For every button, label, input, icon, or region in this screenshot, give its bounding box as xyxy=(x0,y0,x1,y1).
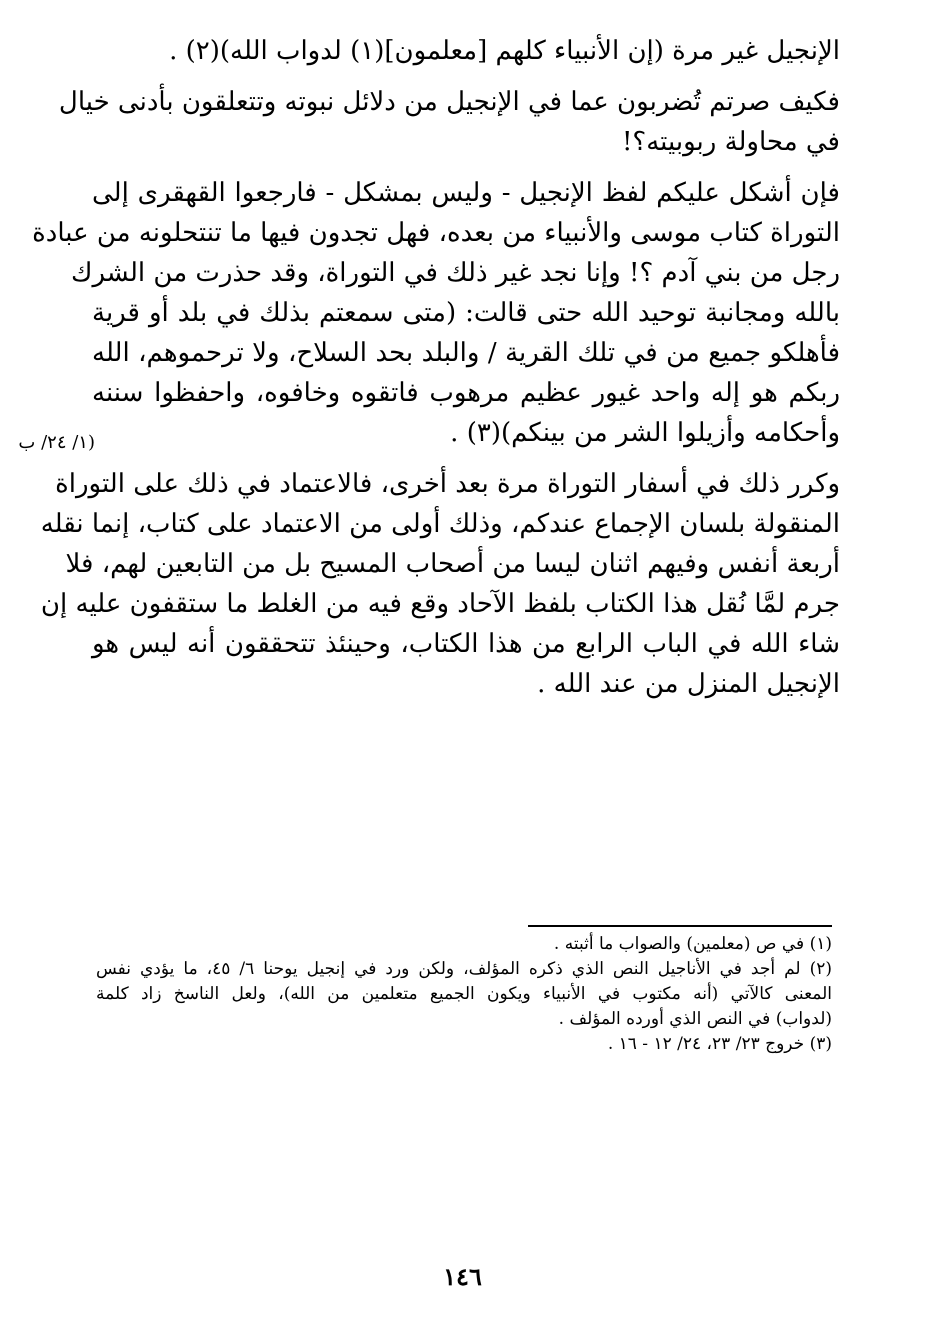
text-line: الإنجيل المنزل من عند الله . xyxy=(537,669,840,699)
text-line: المنقولة بلسان الإجماع عندكم، وذلك أولى من الاعتماد على كتاب، إنما نقله xyxy=(40,509,840,539)
page-number: ١٤٦ xyxy=(443,1262,482,1291)
footnote-line: (١) في ص (معلمين) والصواب ما أثبته . xyxy=(553,934,832,954)
text-line: فكيف صرتم تُضربون عما في الإنجيل من دلائل نبوته وتتعلقون بأدنى خيال xyxy=(58,87,840,117)
text-line: في محاولة ربوبيته؟! xyxy=(621,127,840,157)
text-line: وكرر ذلك في أسفار التوراة مرة بعد أخرى، فالاعتماد في ذلك على التوراة xyxy=(55,469,840,499)
text-line: أربعة أنفس وفيهم اثنان ليسا من أصحاب المسيح بل من التابعين لهم، فلا xyxy=(65,549,840,579)
text-line: فإن أشكل عليكم لفظ الإنجيل - وليس بمشكل - فارجعوا القهقرى إلى xyxy=(92,178,840,208)
text-line: ربكم هو إله واحد غيور عظيم مرهوب فاتقوه وخافوه، واحفظوا سننه xyxy=(92,378,840,408)
footnote-separator xyxy=(528,925,832,927)
footnote-line: (٢) لم أجد في الأناجيل النص الذي ذكره المؤلف، ولكن ورد في إنجيل يوحنا ٦/ ٤٥، ما يؤدي نفس xyxy=(96,959,832,979)
footnote-line: (لدواب) في النص الذي أورده المؤلف . xyxy=(558,1009,832,1029)
text-line: شاء الله في الباب الرابع من هذا الكتاب، وحينئذ تتحققون أنه ليس هو xyxy=(92,629,840,659)
text-line: جرم لمَّا نُقل هذا الكتاب بلفظ الآحاد وقع فيه من الغلط ما ستقفون عليه إن xyxy=(40,589,840,619)
text-line: فأهلكو جميع من في تلك القرية / والبلد بحد السلاح، ولا ترحموهم، الله xyxy=(92,338,840,368)
text-line: وأحكامه وأزيلوا الشر من بينكم)(٣) . xyxy=(450,418,840,448)
text-line: التوراة كتاب موسى والأنبياء من بعده، فهل تجدون فيها ما تنتحلونه من عبادة xyxy=(32,218,840,248)
manuscript-folio-marker: (١/ ٢٤/ ب xyxy=(18,432,95,453)
text-line: الإنجيل غير مرة (إن الأنبياء كلهم [معلمون](١) لدواب الله)(٢) . xyxy=(169,36,840,66)
text-line: رجل من بني آدم ؟! وإنا نجد غير ذلك في التوراة، وقد حذرت من الشرك xyxy=(71,258,840,288)
footnote-line: (٣) خروج ٢٣/ ٢٣، ٢٤/ ١٢ - ١٦ . xyxy=(607,1034,832,1054)
footnotes xyxy=(96,936,832,1061)
text-line: بالله ومجانبة توحيد الله حتى قالت: (متى سمعتم بذلك في بلد أو قرية xyxy=(92,298,840,328)
footnote-line: المعنى كالآتي (أنه مكتوب في الأنبياء ويكون الجميع متعلمين من الله)، ولعل الناسخ زاد كلمة xyxy=(96,984,832,1004)
